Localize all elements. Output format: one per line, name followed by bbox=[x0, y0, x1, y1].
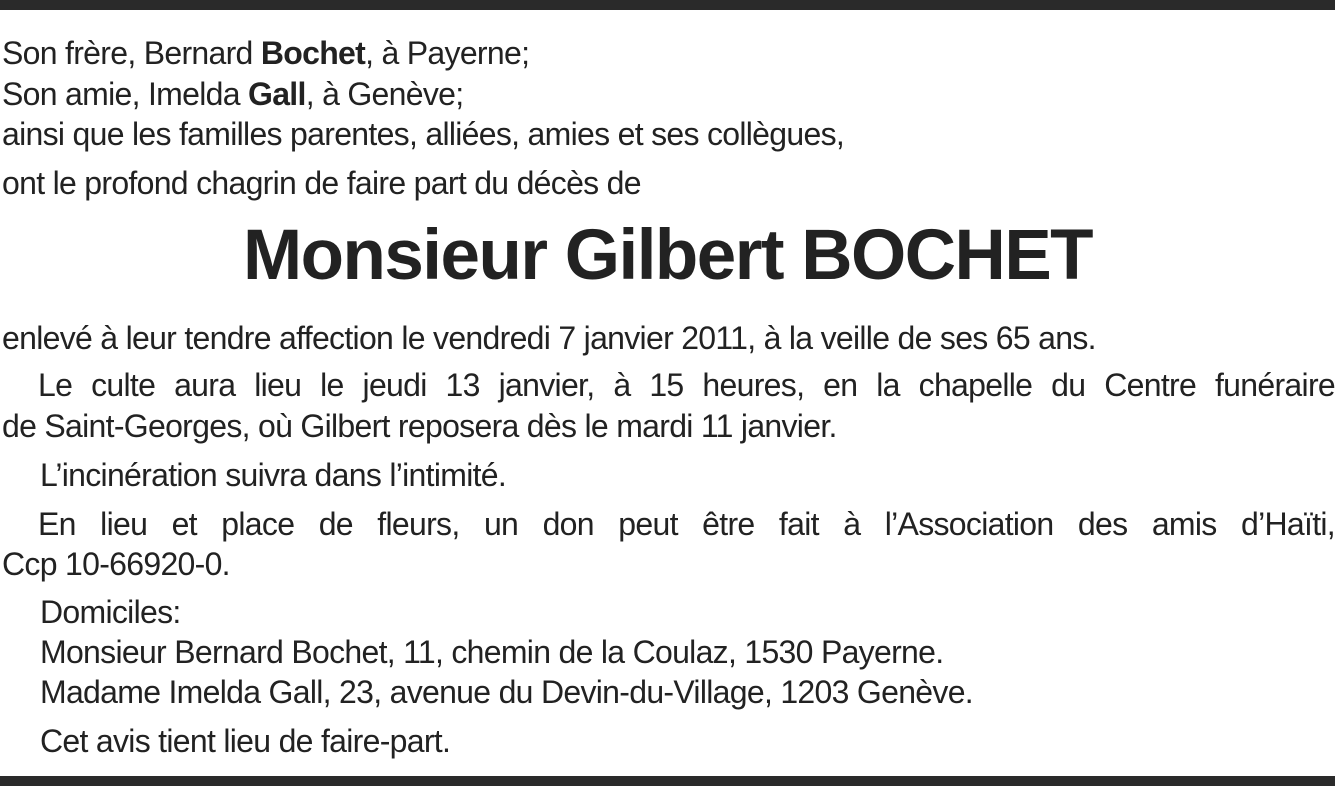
brother-text: Son frère, Bernard bbox=[2, 35, 261, 71]
family-line-friend bbox=[2, 75, 463, 113]
domiciles-label: Domiciles: bbox=[40, 594, 181, 630]
brother-location: , à Payerne; bbox=[365, 35, 530, 71]
donation-text-1: En lieu et place de fleurs, un don peut être fait à l’Association des amis d’Haïti, bbox=[38, 506, 1335, 542]
domicile-2: Madame Imelda Gall, 23, avenue du Devin-du-Village, 1203 Genève. bbox=[40, 674, 973, 710]
friend-location: , à Genève; bbox=[305, 76, 464, 112]
friend-text: Son amie, Imelda bbox=[2, 76, 249, 112]
friend-surname: Gall bbox=[248, 76, 306, 112]
bottom-border bbox=[0, 776, 1335, 786]
ceremony-line-1 bbox=[0, 366, 1335, 404]
donation-line-2: Ccp 10-66920-0. bbox=[2, 546, 230, 582]
closing-line: Cet avis tient lieu de faire-part. bbox=[40, 723, 451, 759]
top-border bbox=[0, 0, 1335, 10]
death-date-line: enlevé à leur tendre affection le vendredi 7 janvier 2011, à la veille de ses 65 ans. bbox=[2, 320, 1096, 356]
deceased-name: Monsieur Gilbert BOCHET bbox=[242, 216, 1093, 295]
donation-line-1 bbox=[0, 505, 1335, 543]
domicile-1: Monsieur Bernard Bochet, 11, chemin de la Coulaz, 1530 Payerne. bbox=[40, 634, 944, 670]
cremation-line: L’incinération suivra dans l’intimité. bbox=[40, 457, 507, 493]
ceremony-line-2: de Saint-Georges, où Gilbert reposera dès le mardi 11 janvier. bbox=[2, 408, 837, 444]
announcement-line: ont le profond chagrin de faire part du décès de bbox=[2, 165, 641, 201]
brother-surname: Bochet bbox=[260, 35, 366, 71]
family-line-relatives: ainsi que les familles parentes, alliées, amies et ses collègues, bbox=[2, 116, 845, 152]
family-line-brother bbox=[2, 34, 529, 72]
ceremony-text-1: Le culte aura lieu le jeudi 13 janvier, à 15 heures, en la chapelle du Centre funéraire bbox=[38, 367, 1335, 403]
